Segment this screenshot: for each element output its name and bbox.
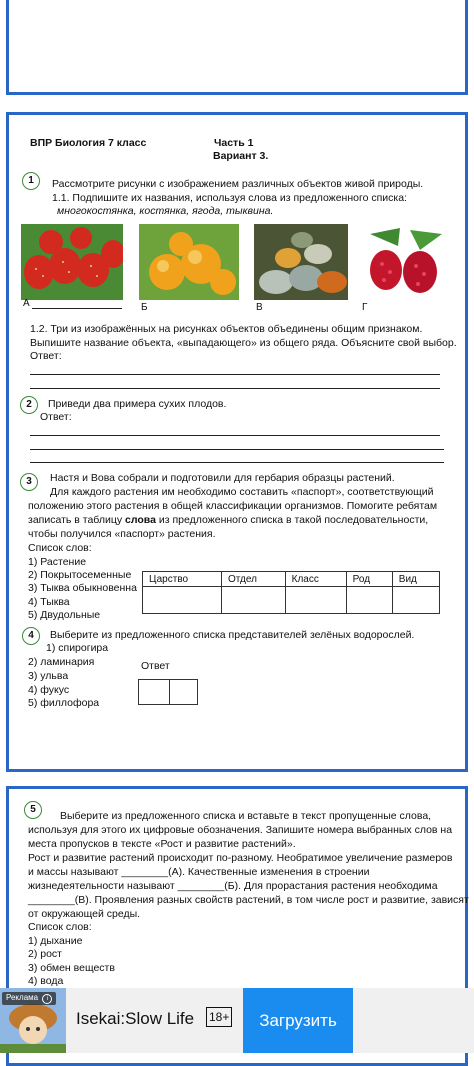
- task-3-line4-c: из предложенного списка в такой последовательности,: [155, 514, 429, 526]
- label-b: Б: [141, 302, 148, 313]
- task-4-list-item: 2) ламинария: [28, 656, 95, 668]
- task-5-line: Рост и развитие растений происходит по-разному. Необратимое увеличение размеров: [28, 852, 453, 864]
- info-icon[interactable]: i: [42, 994, 52, 1004]
- ad-banner[interactable]: [0, 988, 474, 1053]
- task-3-list-item: 5) Двудольные: [28, 609, 101, 621]
- task-4-list-item: 3) ульва: [28, 670, 69, 682]
- task-3-line4-bold: слова: [125, 514, 156, 526]
- table-cell-class[interactable]: [285, 587, 346, 614]
- task-5-line: Выберите из предложенного списка и вставьте в текст пропущенные слова,: [60, 810, 432, 822]
- table-cell-species[interactable]: [392, 587, 439, 614]
- task-1-number: 1: [22, 172, 40, 190]
- task-2-text: Приведи два примера сухих плодов.: [48, 398, 227, 410]
- task-3-number: 3: [20, 473, 38, 491]
- task-4-list-item: 5) филлофора: [28, 697, 100, 709]
- label-g: Г: [362, 302, 368, 313]
- table-header-genus: Род: [346, 572, 392, 587]
- task-5-line: и массы называют ________(А). Качественные изменения в строении: [28, 866, 370, 878]
- raspberry-image: [360, 224, 446, 300]
- task-3-line1: Настя и Вова собрали и подготовили для гербария образцы растений.: [50, 472, 395, 484]
- task-5-list-item: 3) обмен веществ: [28, 962, 115, 974]
- task-3-list-item: 2) Покрытосеменные: [28, 569, 132, 581]
- task-1-intro: Рассмотрите рисунки с изображением различных объектов живой природы.: [52, 178, 424, 190]
- table-cell-division[interactable]: [222, 587, 286, 614]
- task-4-list-item: 1) спирогира: [46, 642, 109, 654]
- table-header-kingdom: Царство: [143, 572, 222, 587]
- task-1-answer-line-1[interactable]: [30, 374, 440, 375]
- task-5-list-item: 4) вода: [28, 975, 64, 987]
- task-5-line: ________(В). Проявления разных свойств растений, в том числе рост и развитие, зависят: [28, 894, 469, 906]
- task-3-list-item: 1) Растение: [28, 556, 87, 568]
- apricot-image: [139, 224, 239, 300]
- task-2-number: 2: [20, 396, 38, 414]
- label-a: А: [23, 298, 30, 309]
- task-1-words: многокостянка, костянка, ягода, тыквина.: [57, 205, 274, 217]
- table-cell-kingdom[interactable]: [143, 587, 222, 614]
- table-header-species: Вид: [392, 572, 439, 587]
- task-4-answer-label: Ответ: [141, 660, 170, 672]
- worksheet-title: ВПР Биология 7 класс: [30, 137, 147, 149]
- task-5-list-item: 1) дыхание: [28, 935, 83, 947]
- worksheet-part: Часть 1: [214, 137, 254, 149]
- task-3-list-item: 4) Тыква: [28, 596, 70, 608]
- task-5-line: от окружающей среды.: [28, 908, 141, 920]
- task-4-list-item: 4) фукус: [28, 684, 70, 696]
- task-1-answer-label: Ответ:: [30, 350, 62, 362]
- task-5-line: используя для этого их цифровые обозначения. Запишите номера выбранных слов на: [28, 824, 453, 836]
- task-1-answer-line-2[interactable]: [30, 388, 440, 389]
- ad-badge-label: Реклама: [6, 993, 39, 1002]
- task-4-answer-box-2[interactable]: [168, 679, 198, 705]
- task-5-line: места пропусков в тексте «Рост и развитие растений».: [28, 838, 296, 850]
- task-1-2-line1: 1.2. Три из изображённых на рисунках объектов объединены общим признаком.: [30, 323, 423, 335]
- task-4-number: 4: [22, 627, 40, 645]
- table-cell-genus[interactable]: [346, 587, 392, 614]
- ad-title[interactable]: Isekai:Slow Life: [76, 1009, 195, 1028]
- strawberry-image: [21, 224, 123, 300]
- task-2-answer-line-1[interactable]: [30, 435, 440, 436]
- task-4-text: Выберите из предложенного списка представителей зелёных водорослей.: [50, 629, 415, 641]
- task-3-line5: чтобы получился «паспорт» растения.: [28, 528, 216, 540]
- label-a-line: [32, 308, 122, 309]
- top-frame: [6, 0, 468, 95]
- task-2-answer-line-2[interactable]: [30, 449, 444, 450]
- task-2-answer-line-3[interactable]: [30, 462, 444, 463]
- task-4-answer-box-1[interactable]: [138, 679, 170, 705]
- task-1-sub: 1.1. Подпишите их названия, используя слова из предложенного списка:: [52, 192, 407, 204]
- task-3-line2: Для каждого растения им необходимо составить «паспорт», соответствующий: [50, 486, 434, 498]
- worksheet-variant: Вариант 3.: [213, 150, 269, 162]
- task-3-line4-a: записать в таблицу: [28, 514, 126, 526]
- task-3-list-title: Список слов:: [28, 542, 92, 554]
- pumpkin-image: [254, 224, 348, 300]
- task-5-line: жизнедеятельности называют ________(Б). Для прорастания растения необходима: [28, 880, 438, 892]
- task-5-list-title: Список слов:: [28, 921, 92, 933]
- task-3-list-item: 3) Тыква обыкновенна: [28, 582, 137, 594]
- ad-download-button[interactable]: Загрузить: [243, 988, 353, 1053]
- task-3-line3: положению этого растения в общей классификации организмов. Помогите ребятам: [28, 500, 438, 512]
- label-v: В: [256, 302, 263, 313]
- task-5-list-item: 2) рост: [28, 948, 62, 960]
- task-1-2-line2: Выпишите название объекта, «выпадающего» из общего ряда. Объясните свой выбор.: [30, 337, 457, 349]
- task-2-answer-label: Ответ:: [40, 411, 72, 423]
- ad-badge: [2, 992, 56, 1005]
- ad-age-rating: 18+: [206, 1007, 232, 1027]
- task-5-number: 5: [24, 801, 42, 819]
- task-3-line4: [28, 514, 428, 526]
- classification-table: [142, 571, 440, 614]
- table-header-division: Отдел: [222, 572, 286, 587]
- table-header-class: Класс: [285, 572, 346, 587]
